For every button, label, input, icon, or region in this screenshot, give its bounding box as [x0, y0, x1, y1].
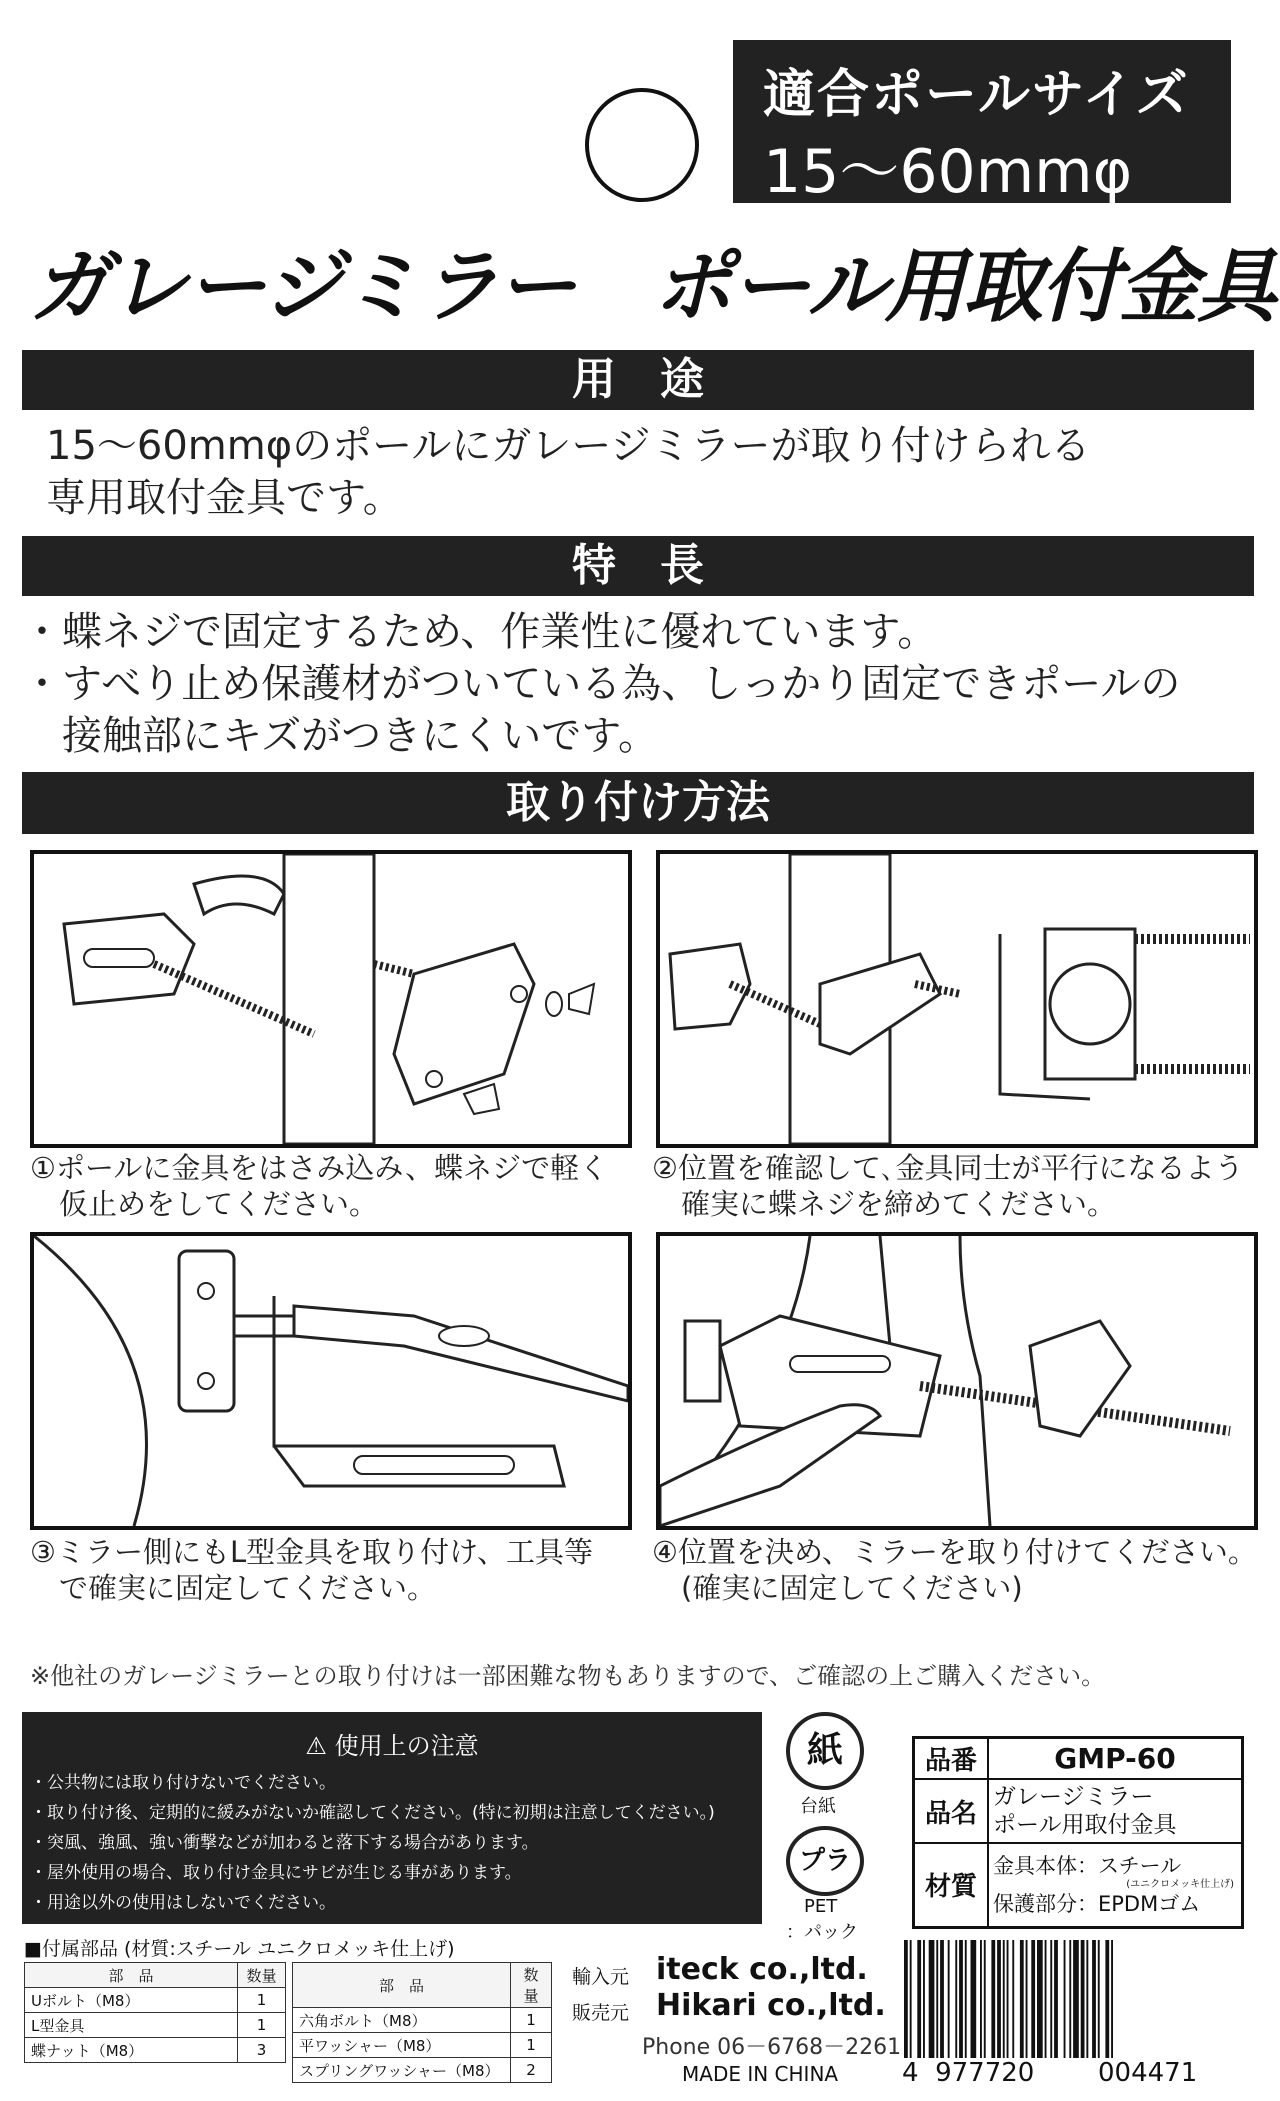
- pole-size-box: [733, 40, 1231, 207]
- seller-label: 販売元: [572, 2002, 630, 2024]
- caution-item-4: ・屋外使用の場合、取り付け金具にサビが生じる事があります。: [30, 1863, 522, 1883]
- step-3-caption-line-1: ③ミラー側にもL型金具を取り付け、工具等: [30, 1535, 593, 1569]
- importer-label: 輸入元: [572, 1966, 630, 1988]
- step-3-illustration: [30, 1232, 632, 1530]
- table-row: 蝶ナット（M8） 3: [25, 2038, 286, 2063]
- parts-table-left: [24, 1962, 286, 2063]
- step-2-caption-line-1: ②位置を確認して､金具同士が平行になるよう: [652, 1151, 1244, 1185]
- caution-item-5: ・用途以外の使用はしないでください。: [30, 1893, 336, 1913]
- made-in-label: MADE IN CHINA: [682, 2062, 839, 2086]
- section-usage-heading: 用 途: [22, 350, 1254, 410]
- barcode-digits-right: 004471: [1098, 2058, 1198, 2088]
- parts-header-name: 部 品: [25, 1963, 238, 1988]
- barcode-digits-left: 4 977720: [902, 2058, 1035, 2088]
- step-1-caption-line-2: 仮止めをしてください。: [30, 1187, 379, 1221]
- pole-size-label: 適合ポールサイズ: [763, 65, 1190, 125]
- plastic-recycle-label-1: PET: [804, 1896, 838, 1917]
- section-install-heading: 取り付け方法: [22, 772, 1254, 834]
- table-row: 平ワッシャー（M8） 1: [293, 2033, 552, 2058]
- spec-code-label: 品番: [914, 1738, 989, 1780]
- seller-name: Hikari co.,ltd.: [656, 1988, 886, 2023]
- caution-item-3: ・突風、強風、強い衝撃などが加わると落下する場合があります。: [30, 1833, 539, 1853]
- step-4-caption-line-1: ④位置を決め、ミラーを取り付けてください。: [652, 1535, 1257, 1569]
- parts-title: ■付属部品 (材質:スチール ユニクロメッキ仕上げ): [24, 1938, 455, 1960]
- step-2-caption-line-2: 確実に蝶ネジを締めてください。: [652, 1187, 1117, 1221]
- paper-recycle-icon: 紙: [786, 1712, 864, 1790]
- plastic-recycle-icon: プラ: [786, 1826, 864, 1896]
- step-4-caption-line-2: (確実に固定してください): [652, 1571, 1023, 1605]
- parts-header-qty: 数量: [511, 1963, 552, 2008]
- caution-header: [22, 1726, 762, 1761]
- phone-number: Phone 06－6768－2261: [642, 2035, 902, 2060]
- caution-title: 使用上の注意: [334, 1732, 479, 1760]
- step-3-caption-line-2: で確実に固定してください。: [30, 1571, 437, 1605]
- pole-size-value: 15〜60mmφ: [763, 137, 1133, 207]
- section-features-heading: 特 長: [22, 536, 1254, 596]
- barcode: [902, 1940, 1248, 2100]
- usage-line-1: 15〜60mmφのポールにガレージミラーが取り付けられる: [46, 423, 1091, 469]
- step-1-illustration: [30, 850, 632, 1148]
- compatibility-note: ※他社のガレージミラーとの取り付けは一部困難な物もありますので、ご確認の上ご購入ください。: [30, 1662, 1106, 1690]
- feature-line-1: ・蝶ネジで固定するため、作業性に優れています。: [22, 609, 938, 655]
- warning-icon: ⚠: [305, 1732, 327, 1760]
- parts-header-name: 部 品: [293, 1963, 511, 2008]
- step-4-illustration: [656, 1232, 1258, 1530]
- table-row: スプリングワッシャー（M8） 2: [293, 2058, 552, 2083]
- caution-item-1: ・公共物には取り付けないでください。: [30, 1773, 336, 1793]
- caution-box: [22, 1712, 762, 1924]
- spec-code-value: GMP-60: [988, 1738, 1243, 1780]
- barcode-bars: [902, 1940, 1248, 2058]
- table-row: L型金具 1: [25, 2013, 286, 2038]
- spec-material-value: 金具本体：スチール (ユニクロメッキ仕上げ) 保護部分：EPDMゴム: [988, 1843, 1243, 1927]
- parts-table-right: [292, 1962, 552, 2083]
- step-2-illustration: [656, 850, 1258, 1148]
- spec-table: [912, 1736, 1244, 1929]
- usage-line-2: 専用取付金具です。: [46, 475, 403, 521]
- table-row: Uボルト（M8） 1: [25, 1988, 286, 2013]
- importer-name: iteck co.,ltd.: [656, 1952, 868, 1987]
- spec-name-label: 品名: [914, 1779, 989, 1843]
- paper-recycle-label: 台紙: [800, 1796, 836, 1817]
- plastic-recycle-label-2: ：パック: [786, 1922, 858, 1943]
- spec-name-value: ガレージミラー ポール用取付金具: [988, 1779, 1243, 1843]
- spec-material-label: 材質: [914, 1843, 989, 1927]
- feature-line-2: ・すべり止め保護材がついている為、しっかり固定できポールの: [22, 661, 1181, 707]
- caution-item-2: ・取り付け後、定期的に緩みがないか確認してください。(特に初期は注意してください。): [30, 1803, 715, 1823]
- feature-line-3: 接触部にキズがつきにくいです。: [22, 713, 658, 759]
- main-title: ガレージミラー ポール用取付金具: [30, 240, 1275, 333]
- pole-circle-icon: [585, 88, 699, 202]
- parts-header-qty: 数量: [238, 1963, 286, 1988]
- step-1-caption-line-1: ①ポールに金具をはさみ込み、蝶ネジで軽く: [30, 1151, 609, 1185]
- table-row: 六角ボルト（M8） 1: [293, 2008, 552, 2033]
